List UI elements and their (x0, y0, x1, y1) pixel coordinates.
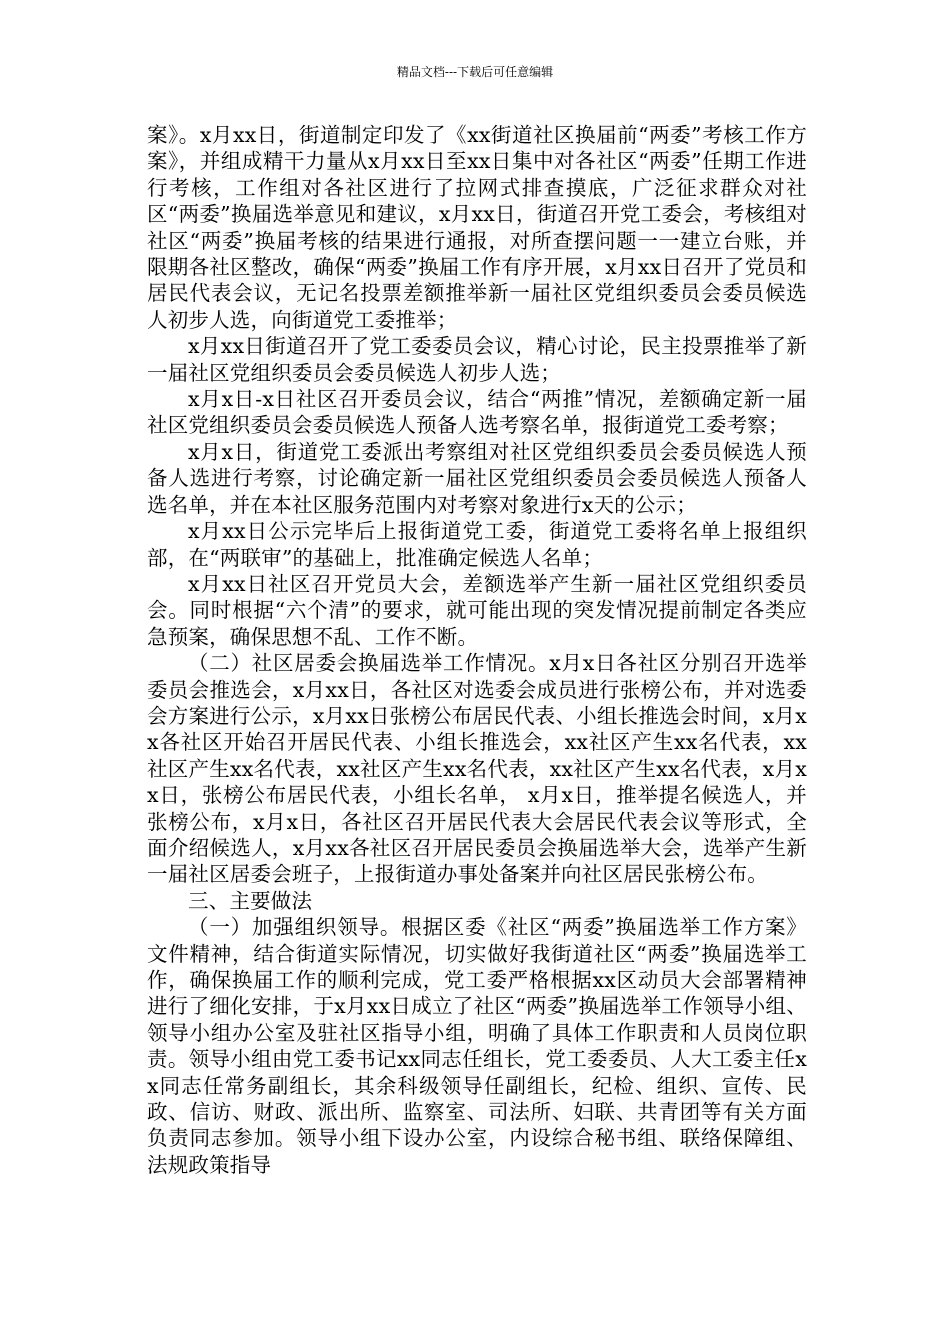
paragraph: x月xx日社区召开党员大会，差额选举产生新一届社区党组织委员会。同时根据“六个清”的要求，就可能出现的突发情况提前制定各类应急预案，确保思想不乱、工作不断。 (147, 571, 807, 649)
section-heading: 三、主要做法 (188, 888, 313, 913)
document-body (147, 122, 807, 1178)
page-header: 精品文档---下载后可任意编辑 (396, 65, 554, 79)
paragraph: （一）加强组织领导。根据区委《社区“两委”换届选举工作方案》文件精神，结合街道实际情况，切实做好我街道社区“两委”换届选举工作，确保换届工作的顺利完成，党工委严格根据xx区动员大会部署精神进行了细化安排，于x月xx日成立了社区“两委”换届选举工作领导小组、领导小组办公室及驻社区指导小组，明确了具体工作职责和人员岗位职责。领导小组由党工委书记xx同志任组长，党工委委员、人大工委主任xx同志任常务副组长，其余科级领导任副组长，纪检、组织、宣传、民政、信访、财政、派出所、监察室、司法所、妇联、共青团等有关方面负责同志参加。领导小组下设办公室，内设综合秘书组、联络保障组、法规政策指导 (147, 915, 807, 1177)
paragraph: （二）社区居委会换届选举工作情况。x月x日各社区分别召开选举委员会推选会，x月xx日，各社区对选委会成员进行张榜公布，并对选委会方案进行公示，x月xx日张榜公布居民代表、小组长推选会时间，x月xx各社区开始召开居民代表、小组长推选会，xx社区产生xx名代表，xx社区产生xx名代表，xx社区产生xx名代表，xx社区产生xx名代表，x月xx日，张榜公布居民代表，小组长名单， x月x日，推举提名候选人，并张榜公布，x月x日，各社区召开居民代表大会居民代表会议等形式，全面介绍候选人，x月xx各社区召开居民委员会换届选举大会，选举产生新一届社区居委会班子，上报街道办事处备案并向社区居民张榜公布。 (147, 651, 807, 887)
paragraph: x月x日，街道党工委派出考察组对社区党组织委员会委员候选人预备人选进行考察，讨论确定新一届社区党组织委员会委员候选人预备人选名单，并在本社区服务范围内对考察对象进行x天的公示； (147, 439, 807, 517)
paragraph: x月xx日公示完毕后上报街道党工委，街道党工委将名单上报组织部，在“两联审”的基础上，批准确定候选人名单； (147, 519, 807, 570)
paragraph: x月xx日街道召开了党工委委员会议，精心讨论，民主投票推举了新一届社区党组织委员会委员候选人初步人选； (147, 334, 807, 385)
paragraph: 案》。x月xx日，街道制定印发了《xx街道社区换届前“两委”考核工作方案》，并组成精干力量从x月xx日至xx日集中对各社区“两委”任期工作进行考核，工作组对各社区进行了拉网式排查摸底，广泛征求群众对社区“两委”换届选举意见和建议，x月xx日，街道召开党工委会，考核组对社区“两委”换届考核的结果进行通报，对所查摆问题一一建立台账，并限期各社区整改，确保“两委”换届工作有序开展，x月xx日召开了党员和居民代表会议，无记名投票差额推举新一届社区党组织委员会委员候选人初步人选，向街道党工委推举； (147, 123, 807, 332)
paragraph: x月x日-x日社区召开委员会议，结合“两推”情况，差额确定新一届社区党组织委员会委员候选人预备人选考察名单，报街道党工委考察； (147, 387, 807, 438)
